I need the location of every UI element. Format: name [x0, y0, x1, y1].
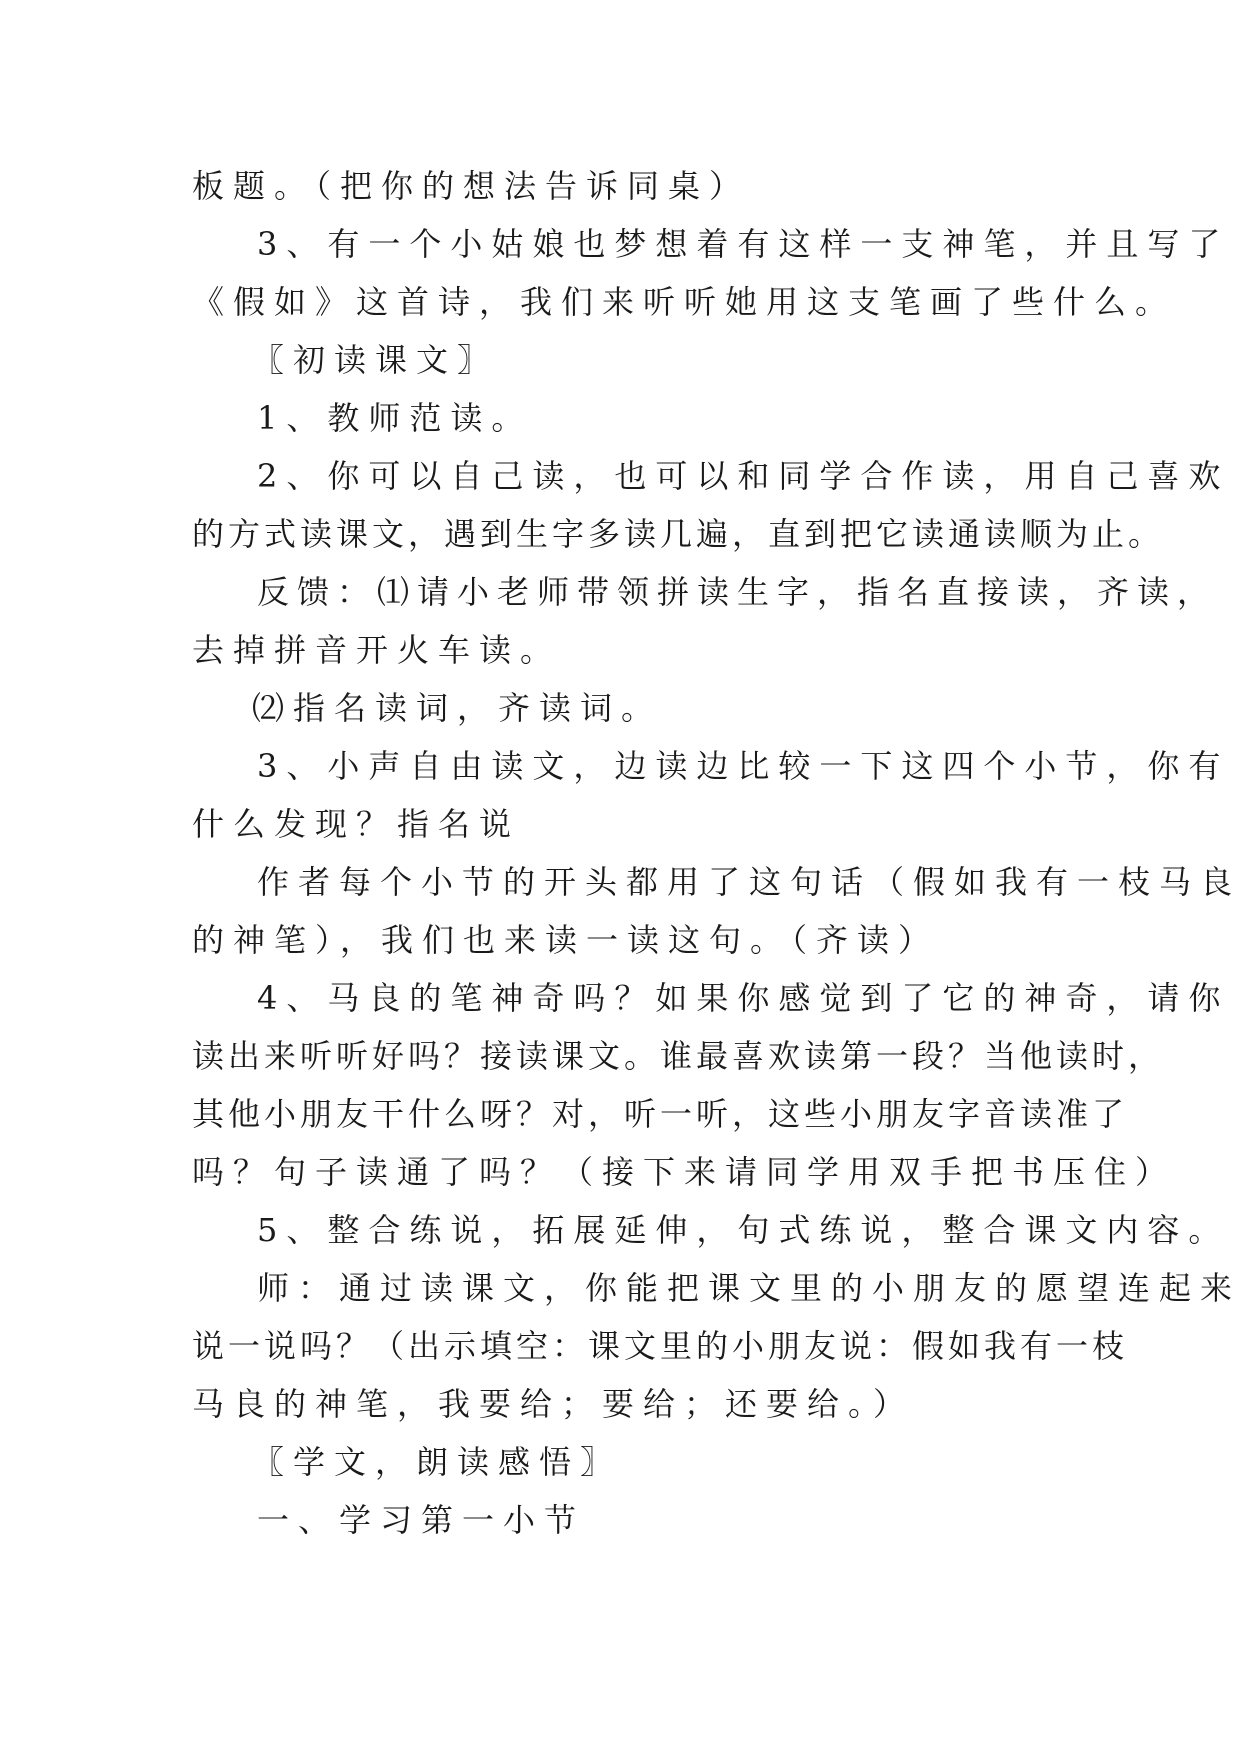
text-line: 4、马良的笔神奇吗？如果你感觉到了它的神奇，请你	[257, 979, 1230, 1017]
text-line: 的神笔），我们也来读一读这句。（齐读）	[192, 921, 940, 959]
text-line: 马良的神笔，我要给；要给；还要给。）	[192, 1385, 915, 1423]
text-line: 作者每个小节的开头都用了这句话（假如我有一枝马良	[257, 863, 1241, 901]
section-heading: 〖初读课文〗	[252, 341, 499, 379]
text-line: 5、整合练说，拓展延伸，句式练说，整合课文内容。	[257, 1211, 1230, 1249]
text-line: 《假如》这首诗，我们来听听她用这支笔画了些什么。	[192, 283, 1177, 321]
text-line: 去掉拼音开火车读。	[192, 631, 562, 669]
text-line: 读出来听听好吗？接读课文。谁最喜欢读第一段？当他读时，	[192, 1037, 1165, 1075]
text-line: 吗？句子读通了吗？（接下来请同学用双手把书压住）	[192, 1153, 1177, 1191]
text-line: 其他小朋友干什么呀？对，听一听，这些小朋友字音读准了	[192, 1095, 1129, 1133]
text-line: 说一说吗？（出示填空：课文里的小朋友说：假如我有一枝	[192, 1327, 1129, 1365]
text-line: 什么发现？指名说	[192, 805, 521, 843]
section-heading: 〖学文，朗读感悟〗	[252, 1443, 622, 1481]
text-line: 3、小声自由读文，边读边比较一下这四个小节，你有	[257, 747, 1230, 785]
text-line: 2、你可以自己读，也可以和同学合作读，用自己喜欢	[257, 457, 1230, 495]
text-line: 师：通过读课文，你能把课文里的小朋友的愿望连起来	[257, 1269, 1241, 1307]
text-line: 3、有一个小姑娘也梦想着有这样一支神笔，并且写了	[257, 225, 1230, 263]
text-line: ⑵指名读词，齐读词。	[252, 689, 663, 727]
text-line: 反馈：⑴请小老师带领拼读生字，指名直接读，齐读，	[257, 573, 1218, 611]
text-line: 的方式读课文，遇到生字多读几遍，直到把它读通读顺为止。	[192, 515, 1165, 553]
text-line: 一、学习第一小节	[257, 1501, 586, 1539]
text-line: 板题。（把你的想法告诉同桌）	[192, 167, 751, 205]
text-line: 1、教师范读。	[257, 399, 533, 437]
